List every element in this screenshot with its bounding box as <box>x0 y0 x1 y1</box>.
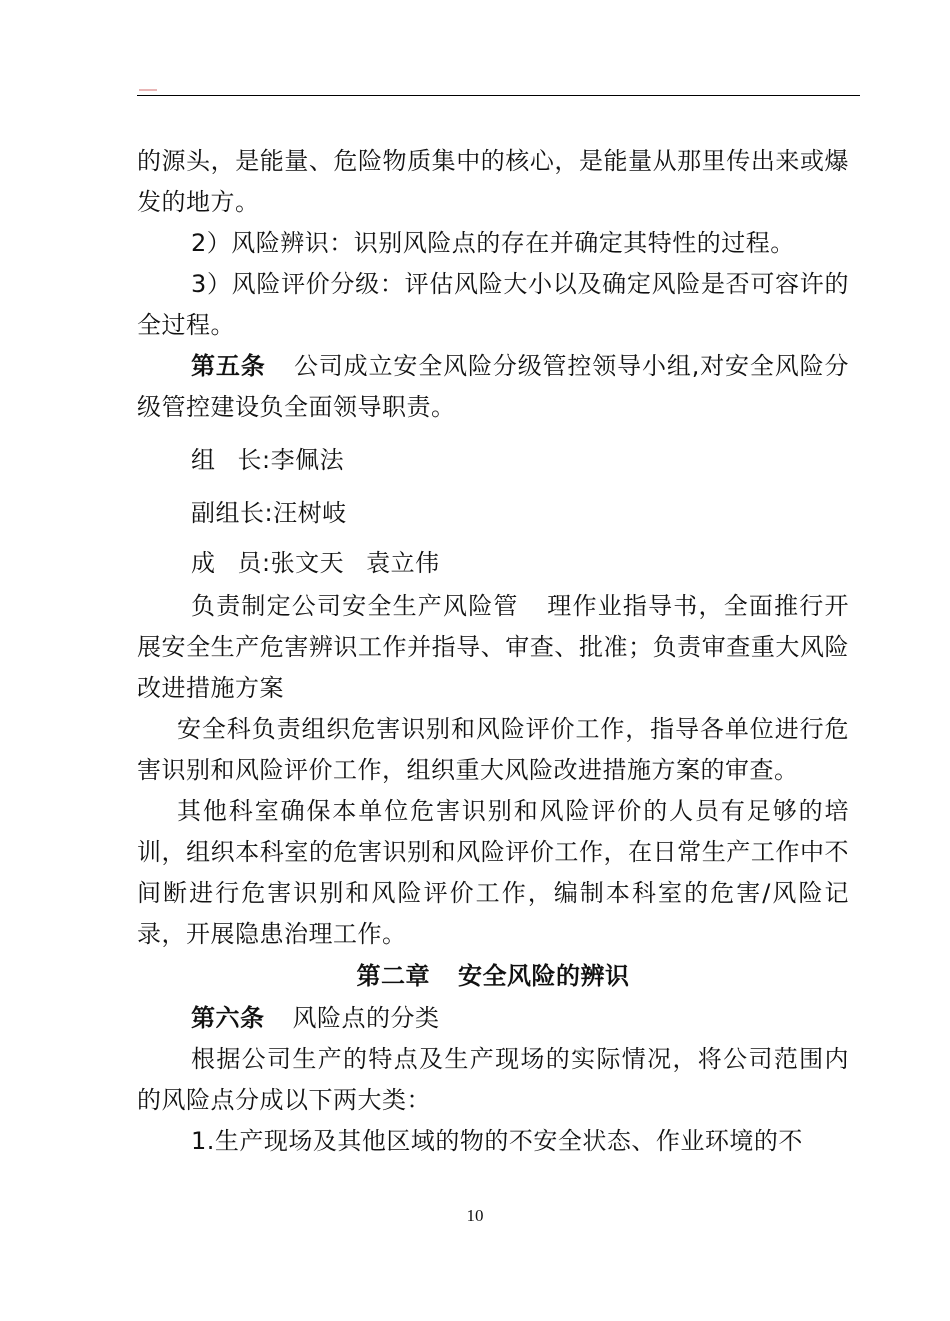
header-rule <box>137 95 860 96</box>
member-name-2: 袁立伟 <box>366 549 440 577</box>
paragraph-risk-identification: 2）风险辨识：识别风险点的存在并确定其特性的过程。 <box>191 229 795 257</box>
deputy-line <box>137 487 849 540</box>
responsibility-part-a: 负责制定公司安全生产风险管 <box>191 592 519 620</box>
paragraph-responsibility <box>137 586 849 709</box>
paragraph-classification: 根据公司生产的特点及生产现场的实际情况，将公司范围内的风险点分成以下两大类： <box>137 1045 849 1114</box>
member-line <box>137 540 849 586</box>
page-number: 10 <box>466 1206 484 1225</box>
chapter-heading <box>137 955 849 998</box>
responsibility-part-b: 理作业指导书，全面推行开展安全生产危害辨识工作并指导、审查、批准；负责审查重大风险改进措施方案 <box>137 592 850 702</box>
paragraph-item-1: 1.生产现场及其他区域的物的不安全状态、作业环境的不 <box>191 1127 803 1155</box>
article-6-text: 风险点的分类 <box>292 1004 440 1032</box>
paragraph-1: 的源头，是能量、危险物质集中的核心，是能量从那里传出来或爆发的地方。 <box>137 147 849 216</box>
article-6-label: 第六条 <box>191 1004 265 1032</box>
article-5-text: 公司成立安全风险分级管控领导小组,对安全风险分级管控建设负全面领导职责。 <box>137 352 850 421</box>
deputy-label: 副组长: <box>191 499 274 527</box>
leader-name: 李佩法 <box>270 446 345 474</box>
paragraph-other-depts: 其他科室确保本单位危害识别和风险评价的人员有足够的培训，组织本科室的危害识别和风险评价工作，在日常生产工作中不间断进行危害识别和风险评价工作，编制本科室的危害/风险记录，开展隐患治理工作。 <box>137 797 849 948</box>
body-text <box>137 141 849 1162</box>
article-6 <box>137 998 849 1039</box>
paragraph-risk-evaluation: 3）风险评价分级：评估风险大小以及确定风险是否可容许的全过程。 <box>137 270 849 339</box>
paragraph-safety-dept: 安全科负责组织危害识别和风险评价工作，指导各单位进行危害识别和风险评价工作，组织重大风险改进措施方案的审查。 <box>137 715 849 784</box>
article-5-label: 第五条 <box>191 352 266 380</box>
member-label-a: 成 <box>191 549 216 577</box>
member-name-1: 张文天 <box>270 549 345 577</box>
chapter-number: 第二章 <box>356 962 430 990</box>
leader-line <box>137 434 849 487</box>
article-5 <box>137 346 849 428</box>
member-label-b: 员: <box>237 549 271 577</box>
leader-label-b: 长: <box>237 446 271 474</box>
chapter-title: 安全风险的辨识 <box>458 962 630 990</box>
deputy-name: 汪树岐 <box>273 499 347 527</box>
leader-label-a: 组 <box>191 446 216 474</box>
header-mark <box>139 89 157 91</box>
